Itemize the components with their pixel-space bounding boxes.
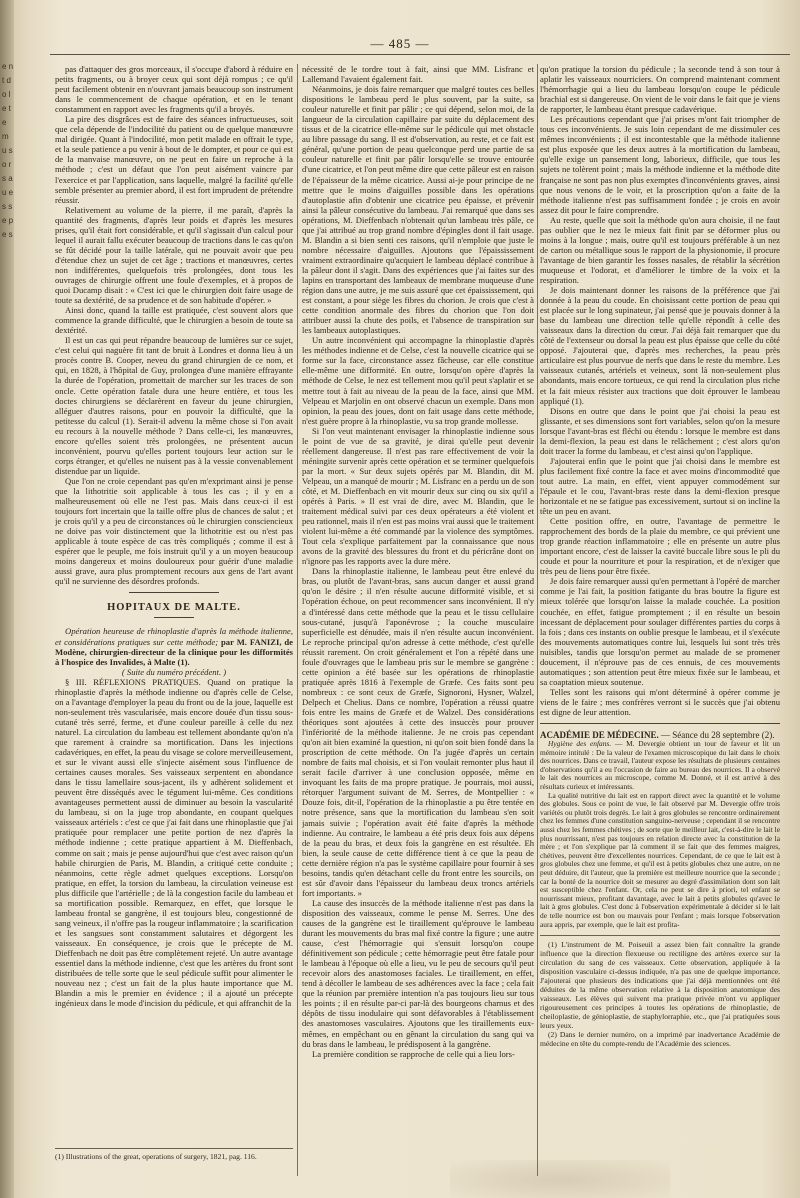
col3-paragraph: qu'on pratique la torsion du pédicule ; la seconde tend à son tour à aplatir les vaisseaux nourriciers. On comprend maintenant comment l'hémorrhagie qui a lieu du lambeau lorsqu'on coupe le pédicule brachial est si dangereuse. On vient de le voir dans le fait que je viens de rapporter, le lambeau étant presque cadavérique. — [540, 64, 780, 115]
col3-paragraph: Disons en outre que dans le point que j'ai choisi la peau est glissante, et ses dimensions sont fort variables, selon qu'on la mesure lorsque l'avant-bras est fléchi ou étendu : lorsque le membre est dans la demi-flexion, la peau est dans le relâchement ; c'est alors qu'on doit tracer la forme du lambeau, et c'est ainsi qu'on l'applique. — [540, 405, 780, 456]
academy-report — [540, 740, 780, 929]
section-title-rule — [154, 617, 194, 618]
col1-footnote: (1) Illustrations of the great, operations of surgery, 1821, pag. 116. — [55, 1148, 293, 1161]
footnote: (2) Dans le dernier numéro, on a imprimé par inadvertance Académie de médecine en tête du compte-rendu de l'Académie des sciences. — [540, 1030, 780, 1049]
col3-paragraph: Les précautions cependant que j'ai prises m'ont fait triompher de tous ces inconvénients. Je suis loin cependant de me dissimuler ces mêmes inconvénients ; il est incontestable que la méthode italienne est plus exposée que les deux autres à la mortification du lambeau, qu'elle exige un pansement long, laborieux, difficile, que tous les sujets ne tolèrent point ; mais la méthode indienne et la méthode dite française ne sont pas non plus exemptes d'inconvénients graves, ainsi que nous venons de le voir, et la proscription qu'on a faite de la méthode italienne n'est pas suffisamment fondée ; je crois en avoir assez dit pour le faire comprendre. — [540, 114, 780, 215]
section3-text: Quand on pratique la rhinoplastie d'après la méthode indienne ou d'après celle de Celse, on a l'avantage d'employer la peau du front ou de la joue, laquelle est non-seulement très vascularisée, mais encore douée d'un tissu sous-cutané très serré, ferme, et d'une couleur pareille à celle du nez naturel. La circulation du lambeau est tellement abondante qu'on n'a que rarement à craindre sa mortification. Dans les injections cadavériques, en effet, la peau du visage se colore merveilleusement, et sur le vivant aussi elle s'injecte aisément sous l'influence de certaines causes morales. Ses vaisseaux serpentent en abondance dans le tissu lamellaire sous-jacent, ils y adhèrent solidement et peuvent être disséqués avec le tégument lui-même. Ces conditions avantageuses permettent aussi de diminuer au besoin la vascularité du lambeau, si on la juge trop abondante, en coupant quelques vaisseaux artériels : c'est ce que j'ai fait dans une rhinoplastie que j'ai pratiquée pour remplacer une petite portion de nez d'après la méthode indienne ; cette pratique appartient à M. Dieffenbach, comme on sait ; mais je pense aujourd'hui que c'est avec raison qu'un habile chirurgien de Paris, M. Blandin, a critiqué cette conduite ; néanmoins, cette règle admet quelques exceptions. Lorsqu'on pratique, en effet, la torsion du lambeau, la circulation veineuse est plus difficile que l'artérielle ; de là la congestion facile du lambeau et sa mortification possible. Remarquez, en effet, que lorsque le lambeau frontal se gangrène, il est toujours bleu, congestionné de sang veineux, il n'offre pas la rougeur inflammatoire ; la scarification et les sangsues sont constamment salutaires et dégorgent les vaisseaux. En conséquence, je crois que le précepte de M. Dieffenbach ne doit pas être complètement rejeté. Un autre avantage essentiel dans la méthode indienne, c'est que les artères du front sont distribuées de telle sorte que le seul pédicule suffit pour alimenter le nouveau nez ; c'est un fait de la plus haute importance que M. Blandin a mis le premier en évidence ; il a ajouté un précepte ingénieux dans le mode d'incision du pédicule, et qui affranchit de la — [55, 676, 293, 1009]
col1-paragraph: Relativement au volume de la pierre, il me paraît, d'après la quantité des fragments, d'après leur poids et d'après les mesures prises, qu'il était fort considérable, et qu'il s'agissait d'un calcul pour lequel il aurait fallu exécuter beaucoup de tractions dans le cas qu'on se fût décidé pour la taille latérale, qui ne pouvait avoir que peu d'étendue chez un sujet de cet âge ; tractions et manœuvres, certes non indifférentes, quelquefois très prolongées, dont tous les ouvrages de chirurgie offrent une foule d'exemples, et à propos de quoi Ducamp disait : « C'est ici que le chirurgien doit faire usage de toute sa dextérité, de sa prudence et de son habitude d'opérer. » — [55, 204, 293, 306]
section3-label: § III. RÉFLEXIONS PRATIQUES. — [65, 676, 201, 687]
article-intro — [55, 626, 293, 666]
footnote-rule — [540, 935, 780, 936]
col2-paragraph: nécessité de le tordre tout à fait, ainsi que MM. Lisfranc et Lallemand l'avaient également fait. — [302, 64, 534, 85]
column-divider-1 — [297, 64, 298, 1176]
col3-paragraph: Telles sont les raisons qui m'ont déterminé à opérer comme je viens de le faire ; mes confrères verront si le succès que j'ai obtenu est digne de leur attention. — [540, 686, 780, 717]
header-rule — [50, 54, 790, 55]
column-1 — [55, 64, 293, 1184]
col2-paragraph: La première condition se rapproche de celle qui a lieu lors- — [312, 1048, 515, 1059]
academy-paragraph: La qualité nutritive du lait est en rapport direct avec la quantité et le volume des globules. Sous ce point de vue, le fait observé par M. Devergie offre trois variétés ou plutôt trois degrés. Le lait à gros globules se rencontre ordinairement chez les femmes d'une constitution sanguino-nerveuse ; cependant il se rencontre aussi chez les femmes chétives ; de sorte que le meilleur lait, c'est-à-dire le lait le plus nourrissant, n'est pas toujours en relation directe avec la constitution de la mère ; et l'on s'explique par là comment il se fait que des femmes maigres, chétives, peuvent être d'excellentes nourrices. Cependant, de ce que le lait est à gros globules chez une femme, et qu'il est à petits globules chez une autre, on ne peut déduire, dit l'auteur, que la première est meilleure nourrice que la seconde ; car la bonté de la nourrice doit se mesurer au degré d'assimilation dont son lait est susceptible chez l'enfant. Or, cela ne peut se dire à priori, tel enfant se nourrissant mieux, profitant davantage, avec le lait à petits globules qu'avec le lait à gros globules. C'est donc à l'observation expérimentale à décider si le lait de telle nourrice est bon ou mauvais pour l'enfant ; mais lorsque l'observation aura appris, par exemple, que le lait est profita- — [540, 790, 780, 929]
col3-paragraph: Je dois faire remarquer aussi qu'en permettant à l'opéré de marcher comme je l'ai fait, la position fatigante du bras boutre la figure est mieux tolérée que lorsqu'on laisse la malade couchée. La position couchée, en effet, fatigue promptement ; il en résulte un besoin incessant de déplacement pour soulager différentes parties du corps à la fois ; dans ces instants on oublie presque le lambeau, et il s'exécute des mouvements automatiques contre lui, lesquels lui sont très très nuisibles, tandis que lorsqu'on permet au malade de se promener doucement, il n'éprouve pas de ces ennuis, de ces mouvements automatiques ; son attention peut être mieux fixée sur le lambeau, et sa coaptation mieux soutenue. — [540, 576, 780, 687]
academy-date: — Séance du 28 septembre (2). — [661, 730, 775, 741]
page-number-text: — 485 — — [370, 36, 430, 51]
academy-text: — M. Devergie obtient un tour de faveur et lit un mémoire intitulé : De la valeur de l'examen microscopique du lait dans le choix des nourrices. Dans ce travail, l'auteur expose les résultats de plusieurs centaines d'observations qu'il a eu l'occasion de faire au bureau des nourrices. Il a observé le lait des nourrices au microscope, comme M. Donné, et il est arrivé à des résultats curieux et intéressants. — [540, 739, 780, 792]
col2-paragraph: Si l'on veut maintenant envisager la rhinoplastie indienne sous le point de vue de sa gravité, je dirai qu'elle peut devenir réellement dangereuse. Il n'est pas rare effectivement de voir la méningite survenir après cette opération et se terminer quelquefois par la mort. « Sur deux sujets opérés par M. Blandin, dit M. Velpeau, un a manqué de mourir ; M. Lisfranc en a perdu un de son côté, et M. Dieffenbach en vit mourir deux sur cinq ou six qu'il a opérés à Paris. » Il est vrai de dire, avec M. Blandin, que le traitement médical suivi par ces deux opérateurs a été violent et peu rationnel, mais il n'en est pas moins vrai aussi que le traitement violent lui-même a été commandé par la violence des symptômes. Tout cela s'explique parfaitement par la connaissance que nous avons de la gravité des blessures du front et du péricrâne dont on n'ignore pas les rapports avec la dure mère. — [302, 425, 534, 567]
col3-paragraph: Au reste, quelle que soit la méthode qu'on aura choisie, il ne faut pas oublier que le nez le mieux fait finit par se déformer plus ou moins à la longue ; mais, outre qu'il est toujours préférable à un nez de carton ou métallique sous le rapport de la physionomie, il procure l'avantage de bien garantir les fosses nasales, de rétablir la sécrétion muqueuse et l'odorat, et d'améliorer le timbre de la voix et la respiration. — [540, 214, 780, 285]
col2-paragraph: La cause des insuccès de la méthode italienne n'est pas dans la disposition des vaisseaux, comme le pense M. Serres. Une des causes de la gangrène est le tiraillement qu'éprouve le lambeau durant les mouvements du bras mal fixé contre la figure ; une autre cause, c'est l'hémorragie qui s'ensuit lorsqu'on coupe définitivement son pédicule ; cette hémorragie peut être fatale pour le lambeau à l'époque où elle a lieu, vu le peu de secours qu'il peut recevoir alors des anastomoses faciales. Le tiraillement, en effet, tend à décoller le lambeau de ses adhérences avec la face ; cela fait que la réunion par première intention n'a pas toujours lieu sur tous les points ; il en résulte par-ci par-là des bourgeons charnus et des dépôts de tissu inodulaire qui sont défavorables à l'établissement des anastomoses vasculaires. Ajoutons que les tiraillements eux-mêmes, en empêchant ou en gênant la circulation du sang qui va du bras dans le lambeau, le prédisposent à la gangrène. — [302, 897, 534, 1049]
col2-paragraph: Un autre inconvénient qui accompagne la rhinoplastie d'après les méthodes indienne et de Celse, c'est la nouvelle cicatrice qui se forme sur la face, circonstance assez fâcheuse, car elle constitue elle-même une difformité. En outre, lorsqu'on opère d'après la méthode de Celse, le nez est tellement mou qu'il peut s'aplatir et se mettre tout à fait au niveau de la peau de la face, ainsi que MM. Velpeau et Marjolin en ont observé chacun un exemple. Dans mon opinion, la peau des joues, dont on fait usage dans cette méthode, n'est guère propre à la rhinoplastie, vu sa trop grande mollesse. — [302, 335, 534, 426]
col1-paragraph: Ainsi donc, quand la taille est pratiquée, c'est souvent alors que commence la grande difficulté, que le chirurgien a besoin de toute sa dextérité. — [55, 305, 293, 336]
col3-paragraph: J'ajouterai enfin que le point que j'ai choisi dans le membre est plus facilement fixé contre la face et avec moins d'incommodité que tout autre. La main, en effet, vient appuyer commodément sur l'épaule et le cou, l'avant-bras reste dans la demi-flexion presque horizontale et ne se fatigue pas excessivement, surtout si on incline la tête un peu en avant. — [540, 455, 780, 517]
col1-paragraph: Il est un cas qui peut répandre beaucoup de lumières sur ce sujet, c'est celui qui naguère fit tant de bruit à Londres et donna lieu à un procès contre B. Cooper, neveu du grand chirurgien de ce nom, et qui, en 1828, à l'hôpital de Guy, prolongea d'une manière effrayante la durée de l'opération, promettait de marcher sur les traces de son oncle. Cette opération fatale dura une heure entière, et tous les doctes chirurgiens se déclarèrent en faveur du jeune chirurgien, alléguer d'autres raisons, pour en pouvoir la difficulté, que la petitesse du calcul (1). Serait-il advenu la même chose si l'on avait eu recours à la nouvelle méthode ? Dans celle-ci, les manœuvres, encore qu'elles soient très prolongées, ne présentent aucun inconvénient, pourvu qu'elles portent toujours leur action sur le corps étranger, et qu'elles ne nuisent pas à la vessie convenablement distendue par un liquide. — [55, 335, 293, 476]
col3-paragraph: Cette position offre, en outre, l'avantage de permettre le rapprochement des bords de la plaie du membre, ce qui prévient une trop grande réaction inflammatoire ; elle en présente un autre plus important encore, c'est de laisser la cavité buccale libre sous le pli du coude et pour la nourriture et pour la respiration, et de n'exiger que très peu de liens pour être fixée. — [540, 516, 780, 577]
col2-paragraph: Dans la rhinoplastie italienne, le lambeau peut être enlevé du bras, ou plutôt de l'avant-bras, sans aucun danger et aussi grand qu'on le désire ; il n'en résulte aucune difformité visible, et si l'opération échoue, on peut recommencer sans inconvénient. Il n'y a d'intéressé dans cette méthode que la peau et le tissu cellulaire sous-cutané, jusqu'à l'aponévrose ; la couche musculaire superficielle est dénudée, mais il n'en résulte aucun inconvénient. Le reproche principal qu'on adresse à cette méthode, c'est qu'elle réussit rarement. On croit généralement et l'on a répété dans une foule d'ouvrages que le lambeau pris sur le membre se gangrène : cette opinion a été basée sur les opérations de rhinoplastie pratiquée après 1816 à l'exemple de Græfe. Ces faits sont peu nombreux : ce sont ceux de Græfe, Signoroni, Hysner, Walzel, Delpech et Chelius. Dans ce nombre, l'opération a réussi quatre fois entre les mains de Græfe et de Walzel. Des considérations théoriques sont ajoutées à cette des insuccès pour prouver l'infériorité de la méthode italienne. Je ne crois pas cependant qu'on ait bien examiné la question, ni qu'on soit bien fondé dans la proscription de cette méthode. On l'a jugée d'après un certain nombre de faits mal choisis, et si l'on voulait remonter plus haut il serait facile d'arriver à une conclusion opposée, même en invoquant les faits de ma propre pratique. Je pourrais, moi aussi, rétorquer l'argument suivant de M. Serres, de Montpellier : « Douze fois, dit-il, l'opération de la rhinoplastie a pu être tentée en notre présence, sans que la mortification du lambeau s'en soit jamais suivie ; l'opération avait été faite d'après la méthode indienne. Au contraire, le lambeau a été pris deux fois aux dépens de la peau du bras, et deux fois la gangrène en est résultée. Eh bien, la seule cause de cette différence tient à ce que la peau de cette dernière région n'a pas le système capillaire pour fournir à ses besoins, tandis qu'en détachant celle du front entre les sourcils, on est sûr d'avoir dans l'épaisseur du lambeau deux troncs artériels fort importants. » — [302, 566, 534, 898]
section-title: HOPITAUX DE MALTE. — [107, 602, 241, 614]
column-2 — [302, 64, 534, 1184]
section-rule — [129, 592, 219, 593]
col3-paragraph: Je dois maintenant donner les raisons de la préférence que j'ai donnée à la peau du coude. En choisissant cette portion de peau qui est placée sur le long supinateur, j'ai pensé que je pouvais donner à la base du lambeau une direction telle qu'elle répondît à celle des vaisseaux dans la direction du cœur. J'ai déjà fait remarquer que du côté de l'extenseur ou dorsal la peau est plus épaisse que celle du côté opposé. J'ajouterai que, d'après mes recherches, la peau près articulaire est plus pourvue de nerfs que dans le reste du membre. Les vaisseaux cutanés, artériels et veineux, sont là non-seulement plus abondants, mais encore tortueux, ce qui rend la circulation plus riche et la fait mieux résister aux tractions que doit éprouver le lambeau appliqué (1). — [540, 285, 780, 406]
academy-rule — [540, 723, 780, 724]
footnote: (1) L'instrument de M. Poiseuil a assez bien fait connaître la grande influence que la direction flexueuse ou rectiligne des artères exerce sur la circulation du sang de ces vaisseaux. Cette observation, appliquée à la disposition vasculaire ci-dessus indiquée, n'a pas une de quelque importance. J'ajouterai que plusieurs des indications que j'ai déjà mentionnées ont été déduites de la même observation relative à la disposition anatomique des vaisseaux. Les élèves qui suivent ma pratique privée m'ont vu appliquer rigoureusement ces principes à toutes les opérations de rhinoplastie, de cheiloplastie, de génioplastie, de staphylorraphie, etc., que j'ai pratiquées sous leurs yeux. — [540, 940, 780, 1031]
gutter-marks: e n t d o l e t e m u s o r s a u e s s e p e s — [2, 62, 14, 239]
academy-paragraph — [540, 740, 780, 792]
col2-paragraph: Néanmoins, je dois faire remarquer que malgré toutes ces belles dispositions le lambeau perd le plus souvent, par la suite, sa couleur naturelle et finit par pâlir ; ce qui dépend, selon moi, de la langueur de la circulation capillaire par suite du déplacement des tissus et de la cicatrice elle-même sur le pédicule qui met obstacle au libre passage du sang. Il est d'observation, au reste, et ce fait est général, qu'une portion de peau quelconque perd une partie de sa couleur naturelle et finit par pâlir lorsqu'elle se trouve entourée d'une cicatrice, et l'on peut même dire que cette pâleur est en raison de l'épaisseur de la même cicatrice. Aussi ai-je pour principe de ne mettre que le moins d'aiguilles possible dans les opérations d'autoplastie afin d'obtenir une cicatrice peu épaisse, et prévenir ainsi la pâleur consécutive du lambeau. J'ai remarqué que dans ses opérations, M. Dieffenbach n'obtenait qu'un lambeau très pâle, ce que j'ai attribué au trop grand nombre d'épingles dont il fait usage. M. Blandin a si bien senti ces raisons, qu'il n'emploie que juste le nombre nécessaire d'aiguilles. Ajoutons que l'épaississement vraiment extraordinaire qu'acquiert le lambeau déplacé contribue à la pâleur dont il s'agit. Dans des expériences que j'ai faites sur des lapins en transportant des lambeaux de membrane muqueuse d'une région dans une autre, je me suis assuré que cet épaississement, qui est constant, a pour siège les fibres du chorion. Je crois que c'est à cette condition anormale des fibres du chorion que l'on doit attribuer aussi la chute des poils, et l'absence de transpiration sur les lambeaux autoplastiques. — [302, 84, 534, 336]
column-divider-2 — [537, 64, 538, 1176]
page-number — [0, 36, 800, 52]
column-3 — [540, 64, 780, 1184]
col1-paragraph: La pire des disgrâces est de faire des séances infructueuses, soit que cela dépende de l'indocilité du patient ou de quelque manœuvre mal dirigée. Quant à l'indocilité, mon petit malade en offrait le type, et la seule patience a pu venir à bout de le dompter, et pour ce qui est de la manvaise manœuvre, on ne peut en faire un reproche à la méthode ; c'est un défaut que l'on peut aisément vaincre par l'exercice et par l'application, sans laquelle, malgré la facilité qu'elle semble présenter au premier abord, il est fort imprudent de prétendre réussir. — [55, 114, 293, 205]
academy-label: Hygiène des enfans. — [548, 739, 612, 749]
continuation-note: ( Suite du numéro précédent. ) — [121, 666, 227, 677]
binding-gutter — [0, 0, 14, 1198]
article-intro-italic: Opération heureuse de rhinoplastie d'après la méthode italienne, et considérations pratiques sur cette méthode; — [55, 626, 293, 647]
col1-paragraph: Que l'on ne croie cependant pas qu'en m'exprimant ainsi je pense que la lithotritie soit applicable à tous les cas ; il y en a malheureusement où elle ne l'est pas. Mais dans ceux-ci il est toujours fort incertain que la taille offre plus de chances de salut ; et je crois qu'il y a peu de circonstances où le chirurgien consciencieux ne doive pas voir distinctement que la lithotritie est ou n'est pas applicable à toute espèce de cas très compliqués ; comme il est à espérer que le peuple, me fois instruit qu'il y a un moyen beaucoup moins dangereux et moins douloureux pour guérir d'une maladie aussi grave, aura plus promptement recours aux gens de l'art avant qu'il ne survienne des désordres profonds. — [55, 475, 293, 587]
article-intro-plain: par M. FANIZI, de Modène, chirurgien-directeur de la clinique pour les difformités à l'hospice des Invalides, à Malte (1). — [55, 636, 293, 667]
col1-paragraph: pas d'attaquer des gros morceaux, il s'occupe d'abord à réduire en petits fragments, ou à broyer ceux qui sont déjà rompus ; ce qu'il peut facilement obtenir en n'ouvrant jamais beaucoup son instrument dans le commencement de chaque opération, et en le tenant constamment en rapport avec les fragments qu'il a broyés. — [55, 64, 293, 115]
col3-footnotes — [540, 940, 780, 1048]
col1-section3 — [55, 677, 293, 1009]
academy-title: ACADÉMIE DE MÉDECINE. — [540, 730, 659, 741]
